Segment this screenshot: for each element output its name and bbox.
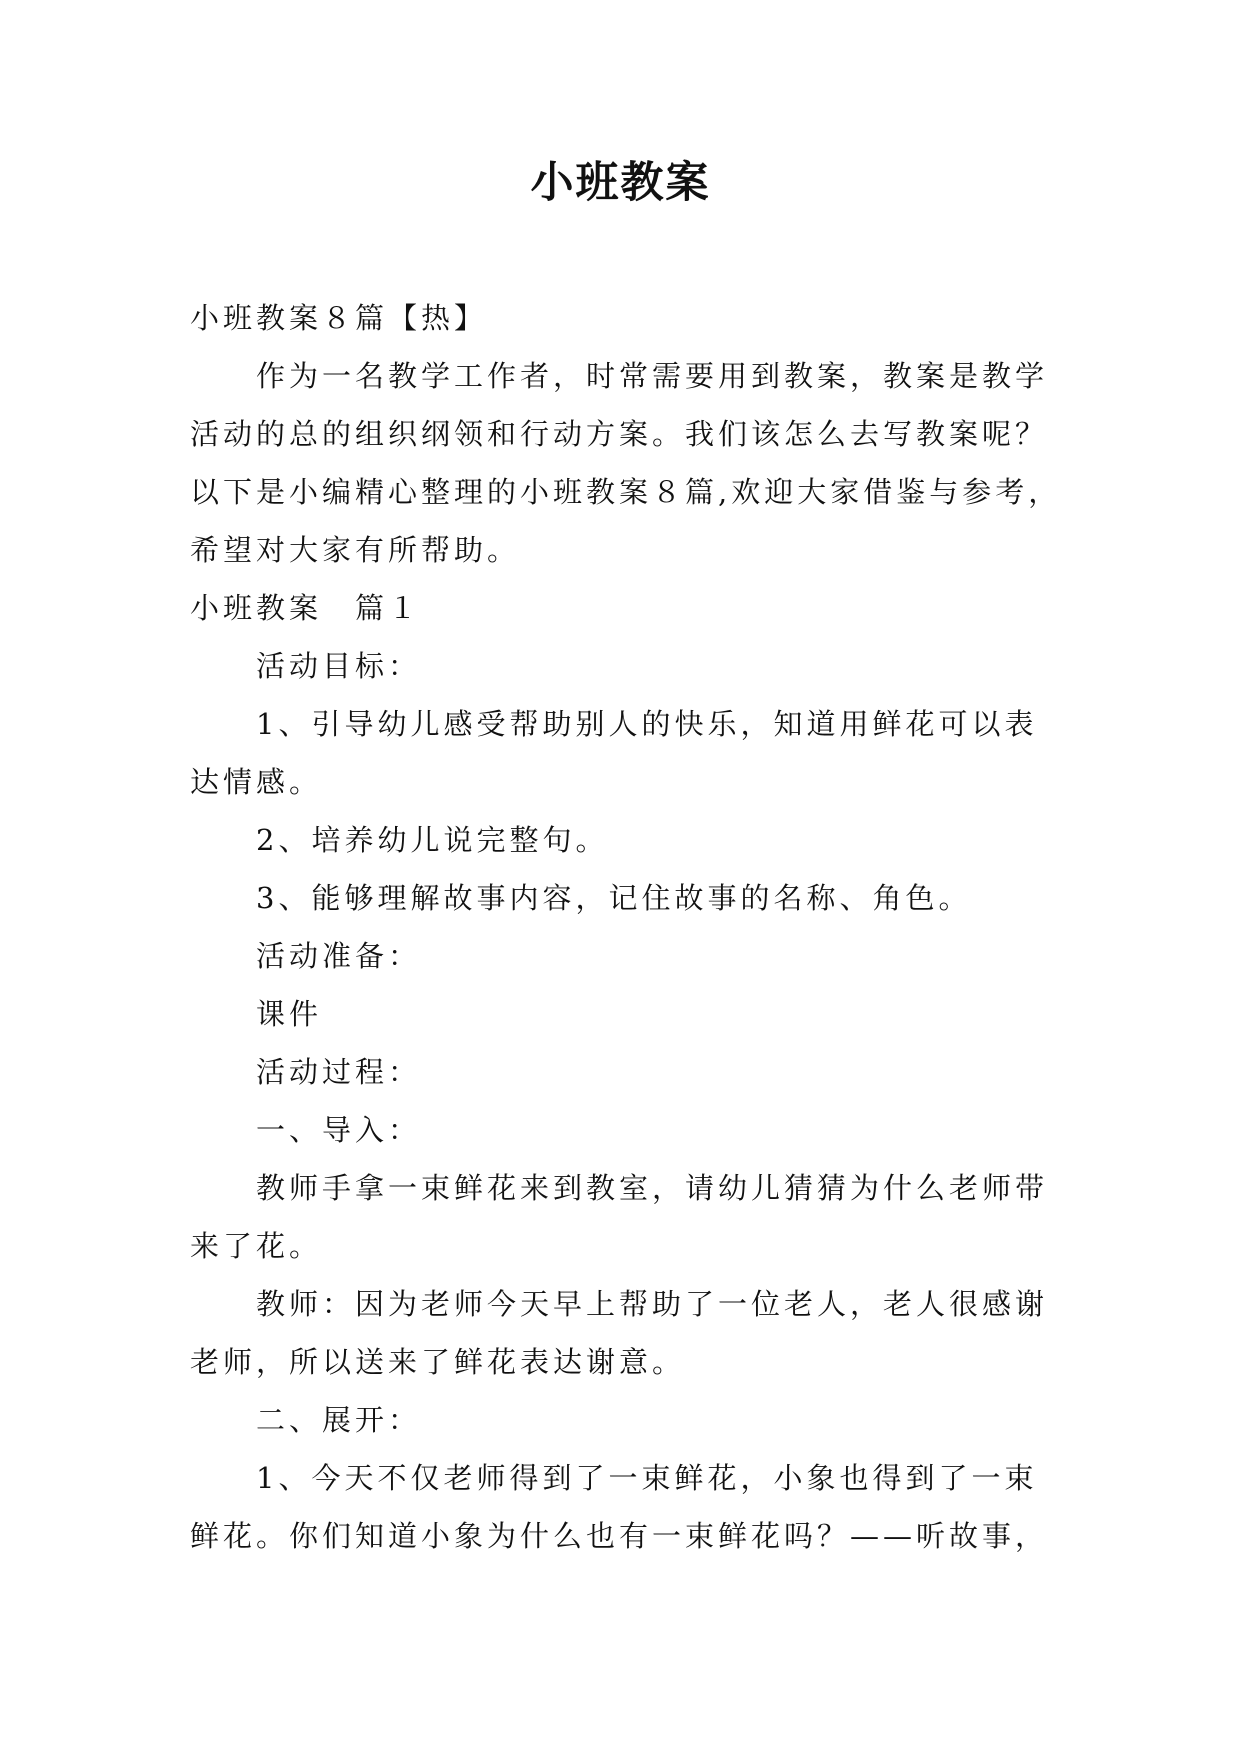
paragraph-line: 一、导入： — [256, 1113, 422, 1147]
paragraph-line: 达情感。 — [190, 765, 323, 799]
page-title: 小班教案 — [530, 158, 711, 208]
paragraph-line: 以下是小编精心整理的小班教案８篇,欢迎大家借鉴与参考， — [190, 475, 1062, 509]
paragraph-line: 鲜花。你们知道小象为什么也有一束鲜花吗？——听故事， — [190, 1519, 1049, 1553]
paragraph-line: 1、引导幼儿感受帮助别人的快乐，知道用鲜花可以表 — [256, 707, 1038, 741]
paragraph-line: 1、今天不仅老师得到了一束鲜花，小象也得到了一束 — [256, 1461, 1038, 1495]
paragraph-line: 来了花。 — [190, 1229, 323, 1263]
paragraph-line: 教师：因为老师今天早上帮助了一位老人，老人很感谢 — [256, 1287, 1049, 1321]
paragraph-line: 作为一名教学工作者，时常需要用到教案，教案是教学 — [256, 359, 1049, 393]
paragraph-line: 老师，所以送来了鲜花表达谢意。 — [190, 1345, 686, 1379]
paragraph-line: 课件 — [256, 997, 323, 1031]
subtitle-line: 小班教案８篇【热】 — [190, 301, 488, 335]
paragraph-line: 希望对大家有所帮助。 — [190, 533, 521, 567]
paragraph-line: 教师手拿一束鲜花来到教室，请幼儿猜猜为什么老师带 — [256, 1171, 1049, 1205]
paragraph-line: 活动过程： — [256, 1055, 422, 1089]
document-body — [190, 289, 1060, 1565]
paragraph-line: 活动准备： — [256, 939, 422, 973]
paragraph-line: 3、能够理解故事内容，记住故事的名称、角色。 — [256, 881, 972, 915]
paragraph-line: 活动目标： — [256, 649, 422, 683]
paragraph-line: 活动的总的组织纲领和行动方案。我们该怎么去写教案呢？ — [190, 417, 1049, 451]
paragraph-line: 二、展开： — [256, 1403, 422, 1437]
section-heading: 小班教案 篇１ — [190, 591, 422, 625]
paragraph-line: 2、培养幼儿说完整句。 — [256, 823, 609, 857]
